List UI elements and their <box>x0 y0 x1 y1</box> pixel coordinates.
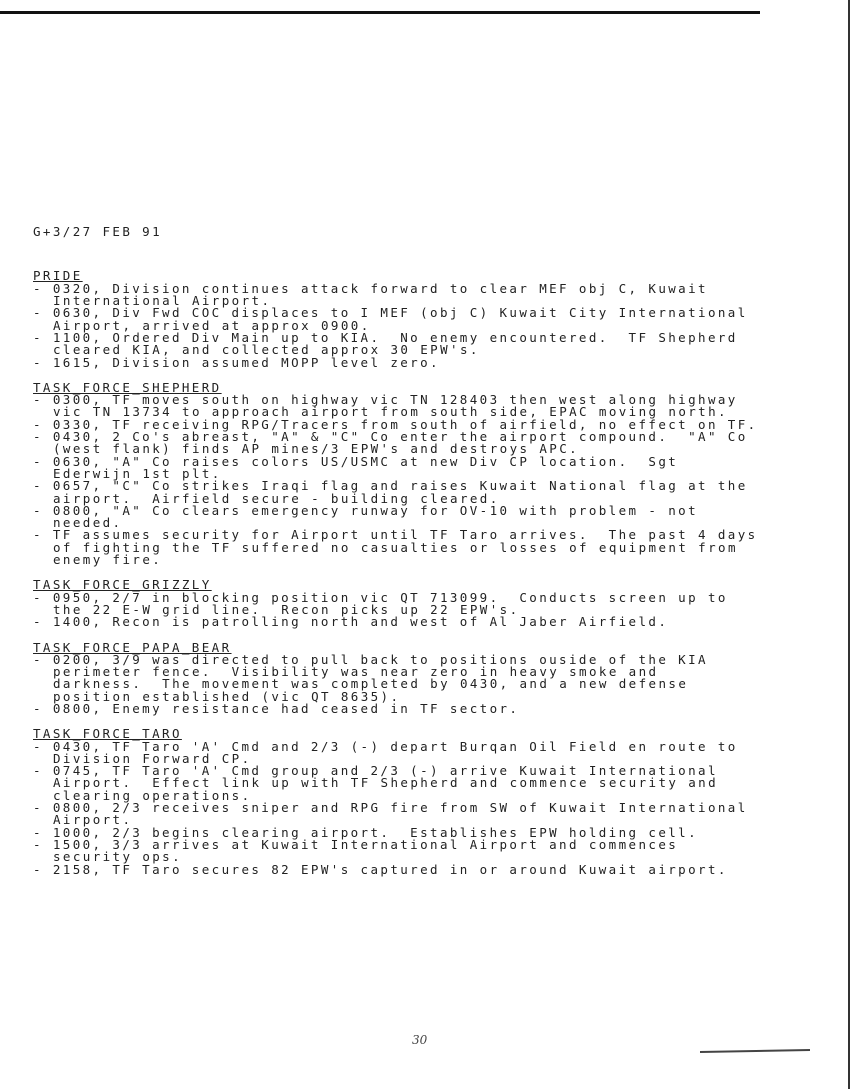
log-entry <box>33 354 758 370</box>
scan-mark <box>700 1049 810 1053</box>
entry-line: - 2158, TF Taro secures 82 EPW's captured in or around Kuwait airport. <box>33 861 728 877</box>
entry-line: - 0950, 2/7 in blocking position vic QT 713099. Conducts screen up to <box>33 589 728 605</box>
log-entry <box>33 616 758 628</box>
entry-line: - 0630, "A" Co raises colors US/USMC at new Div CP location. Sgt <box>33 453 679 469</box>
entry-line: needed. <box>53 515 123 531</box>
log-entry <box>33 280 758 309</box>
log-entry <box>33 453 758 481</box>
entry-line: of fighting the TF suffered no casualties or losses of equipment from <box>53 539 738 555</box>
entry-line: Ederwijn 1st plt. <box>53 465 222 481</box>
section-heading: TASK_FORCE_TARO <box>33 726 182 742</box>
entry-line: the 22 E-W grid line. Recon picks up 22 EPW's. <box>53 601 520 617</box>
entry-line: - 0630, Div Fwd COC displaces to I MEF (obj C) Kuwait City International <box>33 305 748 321</box>
sections <box>33 270 758 875</box>
date-header: G+3/27 FEB 91 <box>33 223 163 239</box>
entry-line: (west flank) finds AP mines/3 EPW's and destroys APC. <box>53 441 580 457</box>
entry-line: - 0657, "C" Co strikes Iraqi flag and raises Kuwait National flag at the <box>33 478 748 494</box>
entry-line: - 0320, Division continues attack forward to clear MEF obj C, Kuwait <box>33 280 708 296</box>
log-entry <box>33 836 758 865</box>
entry-line: - 0300, TF moves south on highway vic TN 128403 then west along highway <box>33 392 738 408</box>
entry-line: vic TN 13734 to approach airport from south side, EPAC moving north. <box>53 404 728 420</box>
log-entry <box>33 765 758 802</box>
entry-line: Airport. <box>53 812 133 828</box>
log-entry <box>33 394 758 419</box>
section-task-force-papa-bear <box>33 639 758 716</box>
log-entry <box>33 651 758 704</box>
top-rule <box>0 11 760 14</box>
section-task-force-taro <box>33 728 758 876</box>
entry-line: Airport, arrived at approx 0900. <box>53 317 371 333</box>
entry-line: darkness. The movement was completed by 0430, and a new defense <box>53 676 689 692</box>
log-entry <box>33 480 758 505</box>
entry-line: Airport. Effect link up with TF Shepherd and commence security and <box>53 775 719 791</box>
log-entry <box>33 502 758 531</box>
log-entry <box>33 700 758 716</box>
section-heading: TASK_FORCE_GRIZZLY <box>33 577 212 593</box>
entry-line: - 1500, 3/3 arrives at Kuwait International Airport and commences <box>33 836 679 852</box>
entry-line: - 1400, Recon is patrolling north and west of Al Jaber Airfield. <box>33 614 669 630</box>
entry-line: - 0800, Enemy resistance had ceased in TF sector. <box>33 700 520 716</box>
entry-line: - 1000, 2/3 begins clearing airport. Establishes EPW holding cell. <box>33 824 699 840</box>
section-heading: PRIDE <box>33 268 83 284</box>
section-heading: TASK_FORCE_SHEPHERD <box>33 379 222 395</box>
entry-line: - 0430, 2 Co's abreast, "A" & "C" Co enter the airport compound. "A" Co <box>33 429 748 445</box>
entry-line: position established (vic QT 8635). <box>53 688 401 704</box>
entry-line: - 0800, 2/3 receives sniper and RPG fire from SW of Kuwait International <box>33 800 748 816</box>
page-number: 30 <box>412 1033 428 1047</box>
entry-line: cleared KIA, and collected approx 30 EPW's. <box>53 342 480 358</box>
entry-line: - 1100, Ordered Div Main up to KIA. No enemy encountered. TF Shepherd <box>33 329 738 345</box>
entry-line: airport. Airfield secure - building cleared. <box>53 490 500 506</box>
section-heading: TASK_FORCE_PAPA_BEAR <box>33 639 232 655</box>
log-entry <box>33 529 758 566</box>
entry-line: - 0200, 3/9 was directed to pull back to positions ouside of the KIA <box>33 651 708 667</box>
log-entry <box>33 329 758 358</box>
entry-line: Division Forward CP. <box>53 750 252 766</box>
entry-line: clearing operations. <box>53 787 252 803</box>
document-body <box>33 201 758 901</box>
log-entry <box>33 861 758 877</box>
section-task-force-shepherd <box>33 379 758 568</box>
entry-line: enemy fire. <box>53 552 163 568</box>
log-entry <box>33 431 758 456</box>
log-entry <box>33 307 758 332</box>
entry-line: - 1615, Division assumed MOPP level zero. <box>33 354 440 370</box>
log-entry <box>33 589 758 617</box>
log-entry <box>33 738 758 766</box>
entry-line: - 0430, TF Taro 'A' Cmd and 2/3 (-) depart Burqan Oil Field en route to <box>33 738 738 754</box>
log-entry <box>33 802 758 827</box>
entry-line: security ops. <box>53 849 183 865</box>
entry-line: - 0800, "A" Co clears emergency runway for OV-10 with problem - not <box>33 502 699 518</box>
entry-line: - 0745, TF Taro 'A' Cmd group and 2/3 (-) arrive Kuwait International <box>33 763 718 779</box>
entry-line: - 0330, TF receiving RPG/Tracers from south of airfield, no effect on TF. <box>33 416 758 432</box>
section-task-force-grizzly <box>33 579 758 628</box>
entry-line: - TF assumes security for Airport until TF Taro arrives. The past 4 days <box>33 527 758 543</box>
page-edge <box>848 0 850 1089</box>
entry-line: perimeter fence. Visibility was near zero in heavy smoke and <box>53 664 659 680</box>
section-pride <box>33 270 758 368</box>
entry-line: International Airport. <box>53 293 272 309</box>
